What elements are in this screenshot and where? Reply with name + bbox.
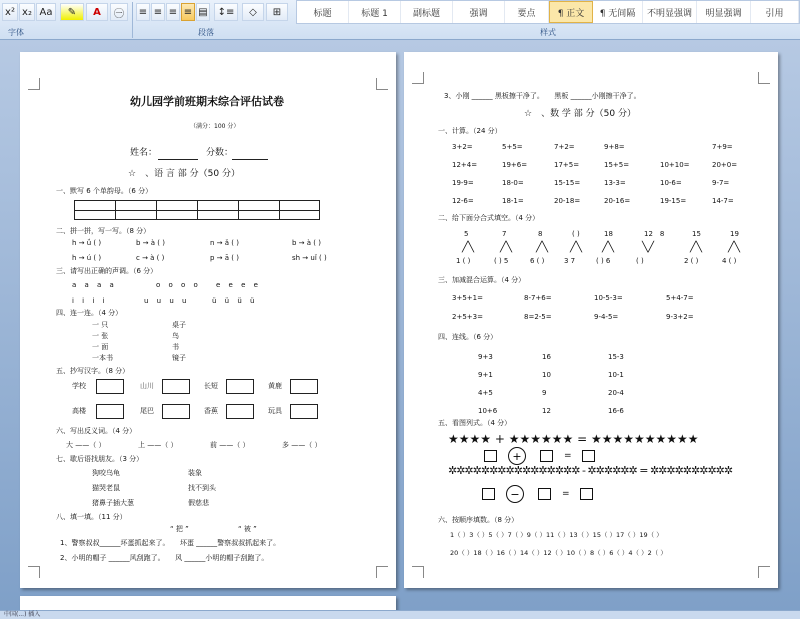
- split-bottom: 4 ( ): [722, 257, 737, 265]
- enclose-char-button[interactable]: [110, 3, 128, 21]
- fill-sentence: 3、小刚 ______ 黑板擦干净了。 黑板 ______小刚擦干净了。: [444, 92, 641, 100]
- calc-item: 9+8=: [604, 143, 625, 151]
- copy-box: [226, 379, 254, 394]
- pinyin-item: sh → uǐ ( ): [292, 254, 327, 262]
- grid-line: [279, 200, 280, 220]
- split-bottom: 3 7: [564, 257, 576, 265]
- split-top: 12 8: [644, 230, 665, 238]
- calc-item: 10-6=: [660, 179, 682, 187]
- calc-item: 20-16=: [604, 197, 631, 205]
- copy-box: [96, 404, 124, 419]
- split-bottom: ( ) 6: [596, 257, 611, 265]
- margin-corner: [412, 566, 424, 578]
- question-6: 六、写出反义词。（4 分）: [56, 427, 137, 435]
- page-2[interactable]: [404, 52, 778, 588]
- split-bottom: 6 ( ): [530, 257, 545, 265]
- mixed-item: 9-4-5=: [594, 313, 619, 321]
- split-top: ( ): [572, 230, 580, 238]
- calc-item: 12+4=: [452, 161, 478, 169]
- fill-sentence: 1、警察叔叔______坏蛋抓起来了。 坏蛋 ______警察叔叔抓起来了。: [60, 539, 281, 547]
- distributed-button[interactable]: [196, 3, 210, 21]
- mixed-item: 2+5+3=: [452, 313, 483, 321]
- match-left: 一 张: [92, 332, 109, 340]
- gear-equation: ✲✲✲✲✲✲✲✲✲✲✲✲✲✲✲✲ - ✲✲✲✲✲✲ = ✲✲✲✲✲✲✲✲✲✲: [448, 464, 733, 477]
- calc-item: 15-15=: [554, 179, 581, 187]
- split-bottom: 1 ( ): [456, 257, 471, 265]
- split-branch-icon: ╱╲: [690, 242, 703, 253]
- calc-item: 12-6=: [452, 197, 474, 205]
- answer-square: [580, 488, 593, 500]
- style-item[interactable]: 标题 1: [349, 1, 401, 23]
- answer-square: [482, 488, 495, 500]
- font-group: [0, 0, 132, 40]
- split-branch-icon: ╱╲: [500, 242, 513, 253]
- question-8: 八、填一填。（11 分）: [56, 513, 127, 521]
- calc-item: 7+2=: [554, 143, 575, 151]
- align-left-icon: ≡: [138, 6, 148, 18]
- link-right: 10-1: [608, 371, 624, 379]
- idiom-left: 猪鼻子插大葱: [92, 499, 134, 507]
- align-left-button[interactable]: [136, 3, 150, 21]
- answer-square: [540, 450, 553, 462]
- subscript-button[interactable]: x₂: [19, 3, 35, 21]
- pinyin-item: b → à ( ): [292, 239, 321, 247]
- style-item[interactable]: 要点: [505, 1, 549, 23]
- calc-item: 9-7=: [712, 179, 730, 187]
- copy-word: 玩具: [268, 407, 282, 415]
- border-icon: ⊞: [272, 6, 282, 18]
- question-2: 二、拼一拼，写一写。（8 分）: [56, 227, 151, 235]
- calc-item: 5+5=: [502, 143, 523, 151]
- split-top: 8: [538, 230, 543, 238]
- link-right: 15-3: [608, 353, 624, 361]
- pinyin-item: h → ǘ ( ): [72, 239, 102, 247]
- paragraph-group: [134, 0, 294, 40]
- style-item[interactable]: 明显强调: [697, 1, 751, 23]
- link-left: 4+5: [478, 389, 493, 397]
- question-7: 七、歇后语找朋友。（3 分）: [56, 455, 144, 463]
- split-branch-icon: ╱╲: [462, 242, 475, 253]
- grid-line: [238, 200, 239, 220]
- change-case-button[interactable]: Aa: [36, 3, 56, 21]
- link-right: 20-4: [608, 389, 624, 397]
- math-question-6: 六、按顺序填数。（8 分）: [438, 516, 519, 524]
- style-group-label: 样式: [540, 28, 556, 37]
- split-top: 18: [604, 230, 613, 238]
- copy-word: 香蕉: [204, 407, 218, 415]
- math-section-title: ☆ 、数 学 部 分（50 分）: [524, 109, 636, 119]
- margin-corner: [376, 78, 388, 90]
- shading-button[interactable]: [242, 3, 264, 21]
- grid-line: [156, 200, 157, 220]
- copy-box: [226, 404, 254, 419]
- link-left: 10+6: [478, 407, 498, 415]
- calc-item: 20+0=: [712, 161, 738, 169]
- style-gallery: [296, 0, 800, 24]
- calc-item: 19-15=: [660, 197, 687, 205]
- idiom-left: 狗咬乌龟: [92, 469, 120, 477]
- question-4: 四、连一连。（4 分）: [56, 309, 123, 317]
- math-question-3: 三、加减混合运算。（4 分）: [438, 276, 526, 284]
- document-workspace[interactable]: [0, 40, 800, 610]
- status-bar: [0, 610, 800, 619]
- sequence-row: 1（ ）3（ ）5（ ）7（ ）9（ ）11（ ）13（ ）15（ ）17（ ）19（ ）: [450, 531, 663, 539]
- status-text: 中国(...) 插入: [4, 611, 41, 618]
- copy-word: 长短: [204, 382, 218, 390]
- operator-circle: +: [508, 447, 526, 465]
- name-label: 姓名：: [130, 148, 158, 158]
- grid-line: [115, 200, 116, 220]
- highlight-color-button[interactable]: [60, 3, 84, 21]
- copy-word: 黄鹿: [268, 382, 282, 390]
- match-right: 书: [172, 343, 179, 351]
- copy-box: [162, 379, 190, 394]
- link-middle: 16: [542, 353, 551, 361]
- style-item[interactable]: 强调: [453, 1, 505, 23]
- copy-box: [290, 404, 318, 419]
- fill-sentence: 2、小明的帽子 ______风刮跑了。 风 ______小明的帽子刮跑了。: [60, 554, 269, 562]
- tone-group: u u u u: [144, 297, 190, 305]
- mixed-item: 8-7+6=: [524, 294, 552, 302]
- pinyin-item: p → ā ( ): [210, 254, 239, 262]
- margin-corner: [28, 566, 40, 578]
- link-middle: 12: [542, 407, 551, 415]
- align-right-button[interactable]: [166, 3, 180, 21]
- language-section-title: ☆ 、语 言 部 分（50 分）: [128, 169, 240, 179]
- tone-group: o o o o: [156, 281, 201, 289]
- calc-item: 19+6=: [502, 161, 528, 169]
- enclose-icon: ㊀: [114, 8, 124, 20]
- copy-word: 高楼: [72, 407, 86, 415]
- equals-sign: =: [562, 489, 570, 499]
- justify-icon: ≡: [183, 6, 193, 18]
- copy-word: 学校: [72, 382, 86, 390]
- match-right: 鸟: [172, 332, 179, 340]
- match-right: 桌子: [172, 321, 186, 329]
- calc-item: 19-9=: [452, 179, 474, 187]
- paragraph-group-label: 段落: [198, 28, 214, 37]
- split-top: 15: [692, 230, 701, 238]
- question-3: 三、请写出正确的声调。（6 分）: [56, 267, 158, 275]
- idiom-left: 猫哭老鼠: [92, 484, 120, 492]
- score-underline: [232, 159, 268, 160]
- split-top: 7: [502, 230, 507, 238]
- pinyin-item: n → ǎ ( ): [210, 239, 239, 247]
- copy-word: 山川: [140, 382, 154, 390]
- link-right: 16-6: [608, 407, 624, 415]
- match-left: 一本书: [92, 354, 113, 362]
- sequence-row: 20（ ）18（ ）16（ ）14（ ）12（ ）10（ ）8（ ）6（ ）4（ ）2（ ）: [450, 549, 667, 557]
- style-item[interactable]: 不明显强调: [643, 1, 697, 23]
- calc-item: 13-3=: [604, 179, 626, 187]
- answer-square: [538, 488, 551, 500]
- split-branch-icon: ╱╲: [728, 242, 741, 253]
- margin-corner: [28, 78, 40, 90]
- split-branch-icon: ╱╲: [536, 242, 549, 253]
- split-branch-icon: ╲╱: [642, 242, 655, 253]
- copy-word: 尾巴: [140, 407, 154, 415]
- link-left: 9+3: [478, 353, 493, 361]
- calc-item: 17+5=: [554, 161, 580, 169]
- style-item[interactable]: 标题: [297, 1, 349, 23]
- calc-item: 7+9=: [712, 143, 733, 151]
- calc-item: 15+5=: [604, 161, 630, 169]
- margin-corner: [412, 72, 424, 84]
- font-color-button[interactable]: A: [86, 3, 108, 21]
- copy-box: [162, 404, 190, 419]
- split-branch-icon: ╱╲: [602, 242, 615, 253]
- align-center-icon: ≡: [153, 6, 163, 18]
- score-note: （满分：100 分）: [190, 123, 240, 130]
- math-question-2: 二、给下面分合式填空。（4 分）: [438, 214, 540, 222]
- mixed-item: 3+5+1=: [452, 294, 483, 302]
- calc-item: 18-1=: [502, 197, 524, 205]
- mixed-item: 8=2-5=: [524, 313, 552, 321]
- pinyin-item: h → ú ( ): [72, 254, 102, 262]
- line-spacing-button[interactable]: [214, 3, 238, 21]
- question-5: 五、抄写汉字。（8 分）: [56, 367, 130, 375]
- group-separator: [132, 2, 133, 38]
- margin-corner: [758, 566, 770, 578]
- name-underline: [158, 159, 198, 160]
- tone-group: e e e e: [216, 281, 261, 289]
- match-right: 镜子: [172, 354, 186, 362]
- superscript-button[interactable]: x²: [2, 3, 18, 21]
- star-equation: ★★★★ + ★★★★★★ = ★★★★★★★★★★: [448, 432, 699, 446]
- match-left: 一 只: [92, 321, 109, 329]
- copy-box: [96, 379, 124, 394]
- calc-item: 14-7=: [712, 197, 734, 205]
- antonym-item: 上 ——（ ）: [138, 441, 178, 449]
- antonym-item: 多 ——（ ）: [282, 441, 322, 449]
- style-item[interactable]: 引用: [751, 1, 799, 23]
- align-center-button[interactable]: [151, 3, 165, 21]
- equals-sign: =: [564, 451, 572, 461]
- question-1: 一、默写 6 个单韵母。（6 分）: [56, 187, 153, 195]
- idiom-right: 找不到头: [188, 484, 216, 492]
- mixed-item: 9-3+2=: [666, 313, 694, 321]
- calc-item: 3+2=: [452, 143, 473, 151]
- fill-word: “ 把 ”: [170, 525, 189, 533]
- pinyin-item: b → à ( ): [136, 239, 165, 247]
- highlighter-icon: ✎: [67, 6, 77, 18]
- split-branch-icon: ╱╲: [570, 242, 583, 253]
- link-left: 9+1: [478, 371, 493, 379]
- link-middle: 10: [542, 371, 551, 379]
- ribbon: [0, 0, 800, 40]
- split-top: 5: [464, 230, 469, 238]
- mixed-item: 5+4-7=: [666, 294, 694, 302]
- line-spacing-icon: ↕≡: [217, 6, 235, 18]
- split-top: 19: [730, 230, 739, 238]
- operator-circle: −: [506, 485, 524, 503]
- calc-item: 20-18=: [554, 197, 581, 205]
- justify-button[interactable]: [181, 3, 195, 21]
- mixed-item: 10-5-3=: [594, 294, 623, 302]
- antonym-item: 前 ——（ ）: [210, 441, 250, 449]
- antonym-item: 大 ——（ ）: [66, 441, 106, 449]
- copy-box: [290, 379, 318, 394]
- paint-bucket-icon: ◇: [249, 6, 257, 18]
- font-group-label: 字体: [8, 28, 24, 37]
- math-question-4: 四、连线。（6 分）: [438, 333, 498, 341]
- answer-square: [582, 450, 595, 462]
- tone-group: ü ü ü ü: [212, 297, 258, 305]
- math-question-1: 一、计算。（24 分）: [438, 127, 502, 135]
- distributed-icon: ▤: [198, 6, 208, 18]
- tone-group: a a a a: [72, 281, 117, 289]
- page-1[interactable]: [20, 52, 396, 588]
- borders-button[interactable]: [266, 3, 288, 21]
- idiom-right: 假慈悲: [188, 499, 209, 507]
- align-right-icon: ≡: [168, 6, 178, 18]
- grid-line: [197, 200, 198, 220]
- style-item[interactable]: 副标题: [401, 1, 453, 23]
- match-left: 一 面: [92, 343, 109, 351]
- answer-square: [484, 450, 497, 462]
- tone-group: i i i i: [72, 297, 108, 305]
- idiom-right: 装象: [188, 469, 202, 477]
- margin-corner: [376, 566, 388, 578]
- style-item[interactable]: ¶ 无间隔: [593, 1, 643, 23]
- margin-corner: [758, 72, 770, 84]
- math-question-5: 五、看图列式。（4 分）: [438, 419, 512, 427]
- link-middle: 9: [542, 389, 547, 397]
- split-bottom: ( ) 5: [494, 257, 509, 265]
- score-label: 分数：: [206, 148, 234, 158]
- calc-item: 18-0=: [502, 179, 524, 187]
- exam-title: 幼儿园学前班期末综合评估试卷: [130, 95, 284, 108]
- split-bottom: 2 ( ): [684, 257, 699, 265]
- style-item-selected[interactable]: ¶ 正文: [549, 1, 593, 23]
- fill-word: “ 被 ”: [238, 525, 257, 533]
- calc-item: 10+10=: [660, 161, 690, 169]
- split-bottom: ( ): [636, 257, 644, 265]
- pinyin-item: c → à ( ): [136, 254, 165, 262]
